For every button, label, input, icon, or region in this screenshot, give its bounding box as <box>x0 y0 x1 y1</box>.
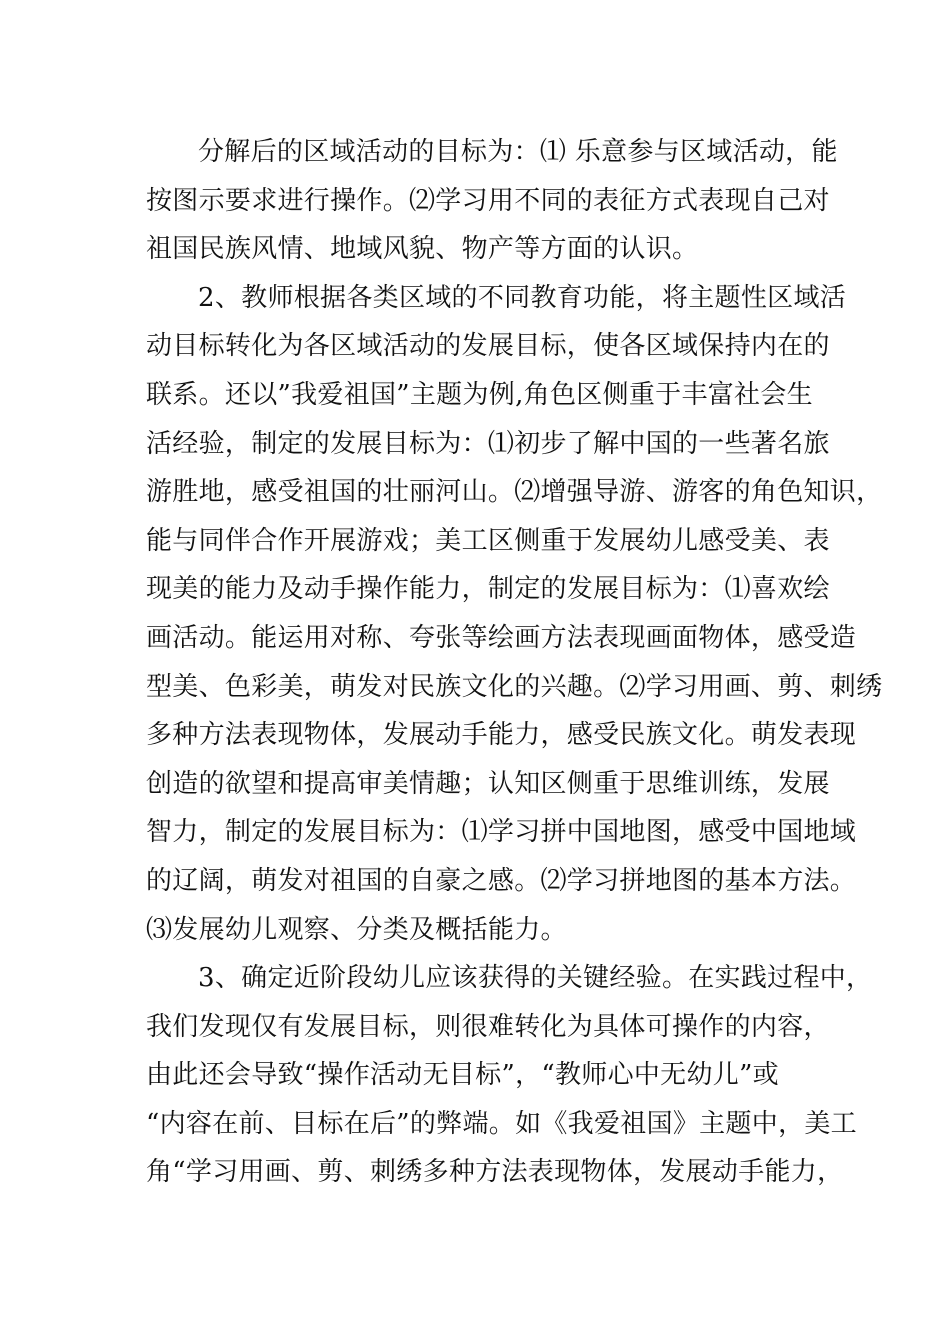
paragraph-2-line-5: 游胜地，感受祖国的壮丽河山。⑵增强导游、游客的角色知识， <box>146 477 883 508</box>
paragraph-2-line-3: 联系。还以”我爱祖国”主题为例,角色区侧重于丰富社会生 <box>146 379 813 410</box>
paragraph-2-line-4: 活经验，制定的发展目标为：⑴初步了解中国的一些著名旅 <box>146 428 830 459</box>
paragraph-2-line-9: 型美、色彩美，萌发对民族文化的兴趣。⑵学习用画、剪、刺绣 <box>146 671 883 702</box>
paragraph-2-line-13: 的辽阔，萌发对祖国的自豪之感。⑵学习拼地图的基本方法。 <box>146 865 857 896</box>
paragraph-2-line-6: 能与同伴合作开展游戏；美工区侧重于发展幼儿感受美、表 <box>146 525 830 556</box>
paragraph-3-line-4: “内容在前、目标在后”的弊端。如《我爱祖国》主题中，美工 <box>146 1108 857 1139</box>
paragraph-1-line-1: 分解后的区域活动的目标为：⑴ 乐意参与区域活动，能 <box>198 137 838 167</box>
paragraph-2-line-8: 画活动。能运用对称、夸张等绘画方法表现画面物体，感受造 <box>146 622 857 653</box>
paragraph-2-line-10: 多种方法表现物体，发展动手能力，感受民族文化。萌发表现 <box>146 720 857 751</box>
paragraph-1-line-2: 按图示要求进行操作。⑵学习用不同的表征方式表现自己对 <box>146 185 830 216</box>
paragraph-3-line-5: 角“学习用画、剪、刺绣多种方法表现物体，发展动手能力， <box>146 1157 844 1188</box>
paragraph-3-line-2: 我们发现仅有发展目标，则很难转化为具体可操作的内容， <box>146 1011 830 1042</box>
paragraph-3-line-3: 由此还会导致“操作活动无目标”，“教师心中无幼儿”或 <box>146 1060 779 1091</box>
paragraph-3-line-1: 3、确定近阶段幼儿应该获得的关键经验。在实践过程中， <box>198 963 873 994</box>
paragraph-2-line-11: 创造的欲望和提高审美情趣；认知区侧重于思维训练，发展 <box>146 768 830 799</box>
paragraph-2-line-1: 2、教师根据各类区域的不同教育功能，将主题性区域活 <box>198 282 847 313</box>
paragraph-2-line-14: ⑶发展幼儿观察、分类及概括能力。 <box>146 914 567 945</box>
paragraph-1-line-3: 祖国民族风情、地域风貌、物产等方面的认识。 <box>146 234 699 265</box>
document-body <box>146 128 883 1197</box>
paragraph-2-line-2: 动目标转化为各区域活动的发展目标，使各区域保持内在的 <box>146 331 830 362</box>
paragraph-2-line-12: 智力，制定的发展目标为：⑴学习拼中国地图，感受中国地域 <box>146 817 857 848</box>
paragraph-2-line-7: 现美的能力及动手操作能力，制定的发展目标为：⑴喜欢绘 <box>146 574 830 605</box>
